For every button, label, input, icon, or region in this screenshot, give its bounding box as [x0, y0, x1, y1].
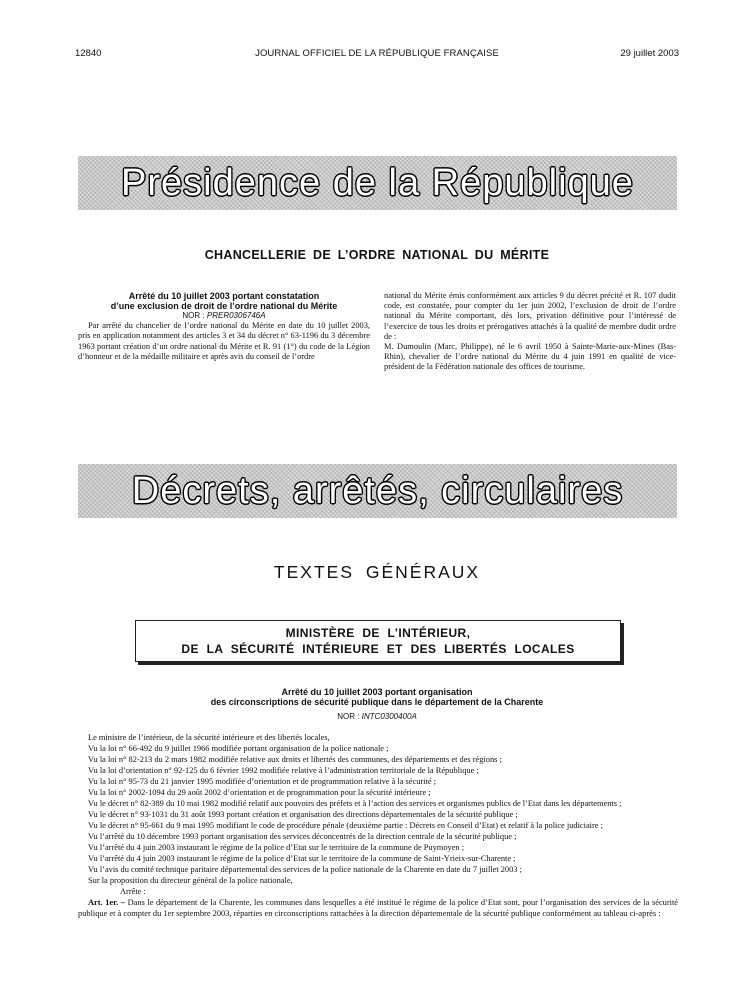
visa-line: Vu la loi n° 82-213 du 2 mars 1982 modifiée relative aux droits et libertés des communes, des départements et des régions ; [88, 755, 502, 764]
arrete1-left-body: Par arrêté du chancelier de l’ordre national du Mérite en date du 10 juillet 2003, pris en application notamment des articles 3 et 34 du décret n° 63-1196 du 3 décembre 1963 portant création d’un ordre national du Mérite et R. 91 (1°) du code de la Légion d’honneur et de la médaille militaire et après avis du conseil de l’ordre [78, 321, 370, 361]
chancellerie-heading: CHANCELLERIE DE L’ORDRE NATIONAL DU MÉRITE [204, 248, 550, 262]
arrete2-title [75, 687, 679, 707]
section-banner-decrets [78, 464, 677, 518]
visa-line: Sur la proposition du directeur général de la police nationale, [88, 876, 293, 885]
visa-line: Vu l’avis du comité technique paritaire départemental des services de la police nationale de la Charente en date du 7 juillet 2003 ; [88, 865, 522, 874]
nor-code: PRER0306746A [206, 311, 266, 320]
arrete1-nor [78, 311, 370, 321]
article-1 [78, 897, 678, 919]
arrete1-person: M. Dumoulin (Marc, Philippe), né le 6 avril 1950 à Sainte-Marie-aux-Mines (Bas-Rhin), chevalier de l’ordre national du Mérite du 4 juin 1991 en qualité de vice-président de la Fédération nationale des offices de tourisme. [384, 342, 676, 372]
arrete1-right-column [384, 291, 676, 373]
publication-date: 29 juillet 2003 [620, 48, 679, 59]
section-banner-presidence [78, 156, 677, 210]
ministere-line2: DE LA SÉCURITÉ INTÉRIEURE ET DES LIBERTÉS LOCALES [181, 642, 575, 656]
arrete-word: Arrête : [120, 887, 146, 896]
visa-line: Vu la loi n° 2002-1094 du 29 août 2002 d’orientation et de programmation pour la sécurité intérieure ; [88, 788, 431, 797]
visa-line: Le ministre de l’intérieur, de la sécurité intérieure et des libertés locales, [88, 733, 330, 742]
arrete2-title-line2: des circonscriptions de sécurité publique dans le département de la Charente [210, 697, 544, 707]
page-number: 12840 [75, 48, 102, 59]
arrete2-nor [75, 712, 679, 721]
arrete1-left-column [78, 291, 370, 362]
arrete2-title-line1: Arrêté du 10 juillet 2003 portant organisation [281, 687, 473, 697]
nor-label: NOR : [337, 712, 360, 721]
visa-line: Vu l’arrêté du 10 décembre 1993 portant organisation des services déconcentrés de la direction centrale de la sécurité publique ; [88, 832, 517, 841]
arrete1-title-line2: d’une exclusion de droit de l’ordre national du Mérite [110, 301, 338, 311]
page-header [75, 48, 679, 64]
visa-line: Vu le décret n° 95-661 du 9 mai 1995 modifiant le code de procédure pénale (deuxième partie : Décrets en Conseil d’Etat) et relatif à la police judiciaire ; [88, 821, 603, 830]
visa-line: Vu la loi d’orientation n° 92-125 du 6 février 1992 modifiée relative à l’administration territoriale de la République ; [88, 766, 479, 775]
article-1-label: Art. 1er. – [88, 898, 125, 907]
banner-title-decrets: Décrets, arrêtés, circulaires [131, 469, 624, 512]
arrete1-title-line1: Arrêté du 10 juillet 2003 portant constatation [128, 291, 320, 301]
arrete1-right-body: national du Mérite émis conformément aux articles 9 du décret précité et R. 107 dudit code, est constatée, pour compter du 1er juin 2002, l’exclusion de droit de l’ordre national du Mérite comportant, dès lors, privation définitive pour l’intéressé de l’exercice de tous les droits et prérogatives attachés à la qualité de membre dudit ordre de : [384, 291, 676, 341]
visa-line: Vu la loi n° 66-492 du 9 juillet 1966 modifiée portant organisation de la police nationale ; [88, 744, 389, 753]
journal-title: JOURNAL OFFICIEL DE LA RÉPUBLIQUE FRANÇAISE [255, 48, 499, 59]
ministere-line1: MINISTÈRE DE L’INTÉRIEUR, [285, 626, 471, 640]
textes-generaux-heading: TEXTES GÉNÉRAUX [273, 562, 481, 582]
article-1-text: Dans le département de la Charente, les communes dans lesquelles a été institué le régime de la police d’Etat sont, pour l’organisation des services de la sécurité publique et à compter du 1er septembre 2003, réparties en circonscriptions rattachées à la direction départementale de la sécurité publique conformément au tableau ci-après : [78, 898, 679, 918]
nor-code: INTC0300400A [361, 712, 417, 721]
ministere-box [135, 620, 621, 662]
visa-line: Vu l’arrêté du 4 juin 2003 instaurant le régime de la police d’Etat sur le territoire de la commune de Puymoyen ; [88, 843, 465, 852]
visa-line: Vu le décret n° 93-1031 du 31 août 1993 portant création et organisation des directions départementales de la sécurité publique ; [88, 810, 518, 819]
banner-title-presidence: Présidence de la République [121, 161, 634, 204]
visa-line: Vu l’arrêté du 4 juin 2003 instaurant le régime de la police d’Etat sur le territoire de la commune de Saint-Yrieix-sur-Charente ; [88, 854, 516, 863]
arrete2-body [78, 732, 678, 919]
visa-line: Vu le décret n° 82-389 du 10 mai 1982 modifié relatif aux pouvoirs des préfets et à l’action des services et organismes publics de l’Etat dans les départements ; [88, 799, 622, 808]
nor-label: NOR : [182, 311, 205, 320]
visa-line: Vu la loi n° 95-73 du 21 janvier 1995 modifiée d’orientation et de programmation relative à la sécurité ; [88, 777, 436, 786]
